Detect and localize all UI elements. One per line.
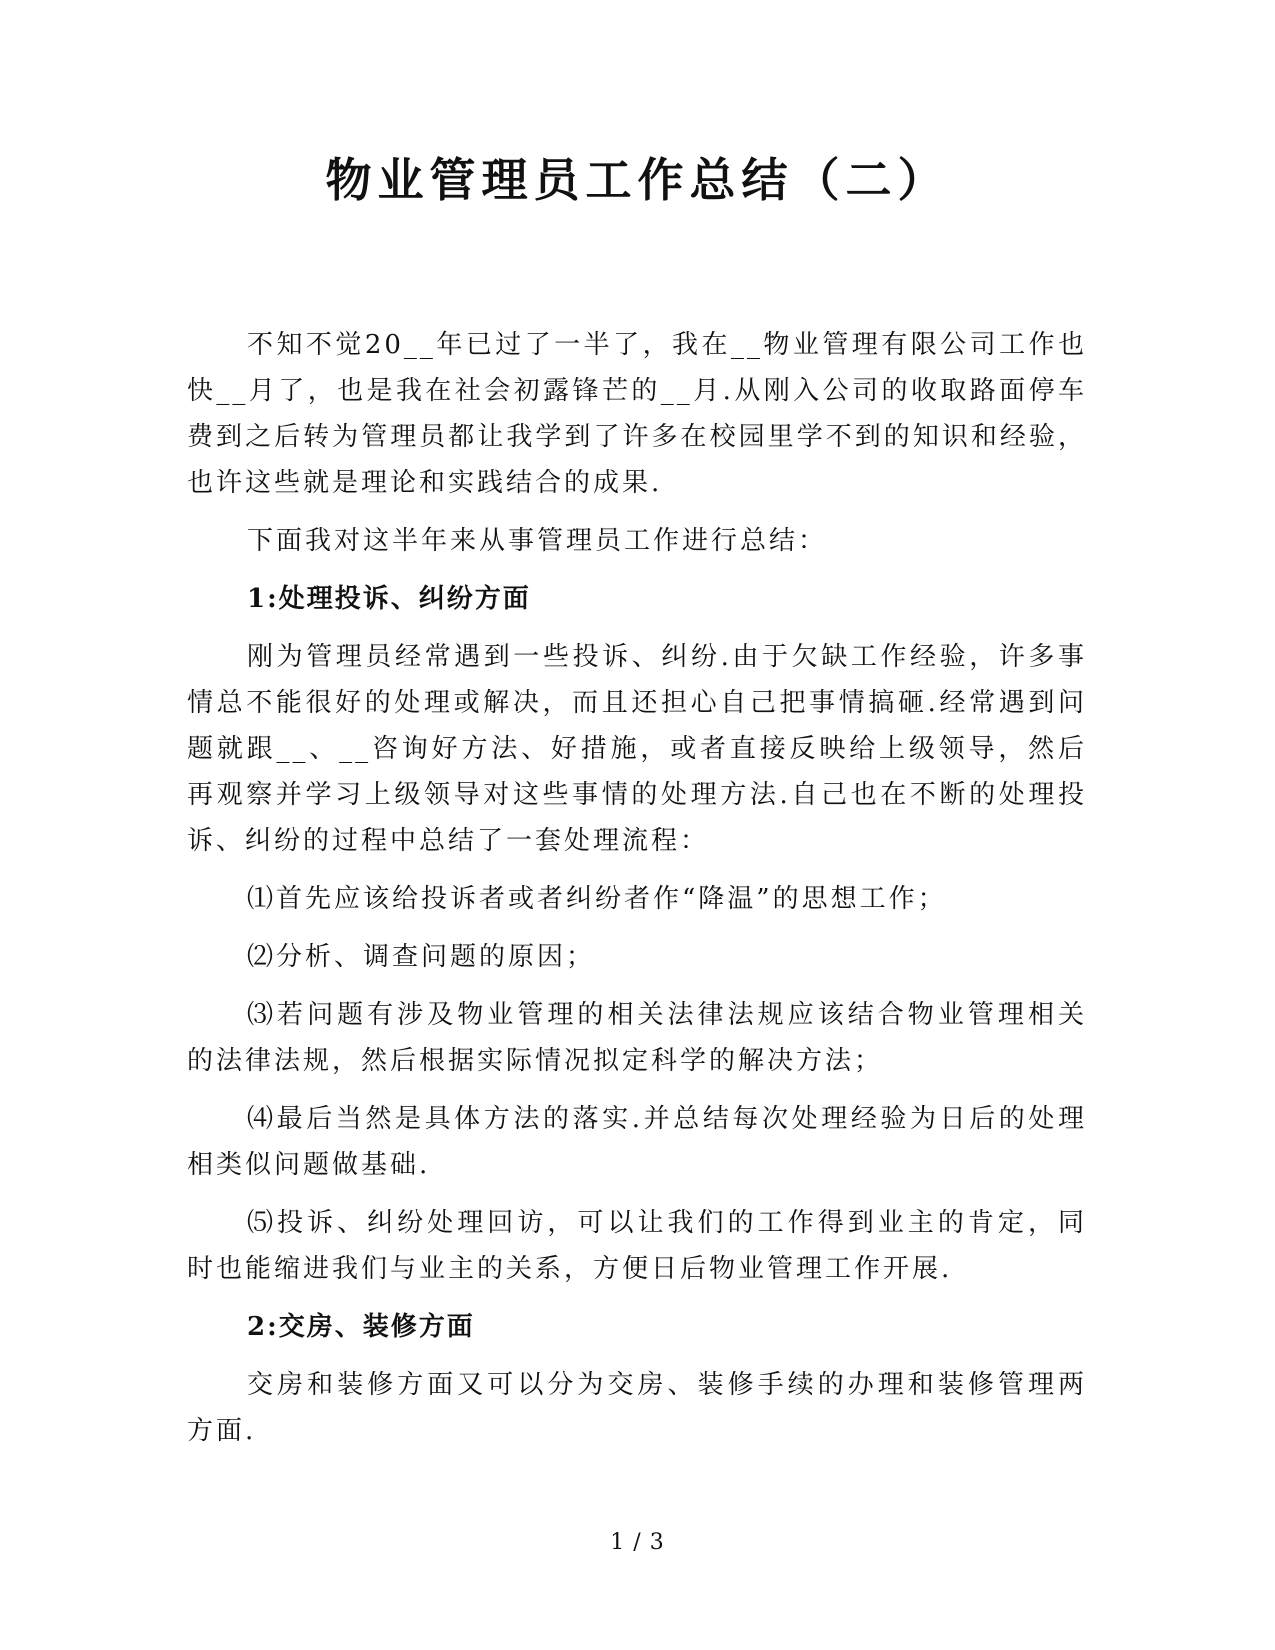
document-body <box>187 322 1087 1454</box>
list-item-step-2: ⑵分析、调查问题的原因； <box>247 942 596 972</box>
list-item-step-5: ⑸投诉、纠纷处理回访，可以让我们的工作得到业主的肯定，同时也能缩进我们与业主的关系，方便日后物业管理工作开展. <box>187 1208 1087 1284</box>
paragraph-intro: 不知不觉20__年已过了一半了，我在__物业管理有限公司工作也快__月了，也是我在社会初露锋芒的__月.从刚入公司的收取路面停车费到之后转为管理员都让我学到了许多在校园里学不到的知识和经验，也许这些就是理论和实践结合的成果. <box>187 330 1087 498</box>
list-item-step-4: ⑷最后当然是具体方法的落实.并总结每次处理经验为日后的处理相类似问题做基础. <box>187 1104 1087 1180</box>
section-heading-handover: 2:交房、装修方面 <box>247 1312 475 1342</box>
page-number: 1 / 3 <box>610 1530 665 1555</box>
list-item-step-1: ⑴首先应该给投诉者或者纠纷者作“降温”的思想工作； <box>247 884 947 914</box>
paragraph-handover: 交房和装修方面又可以分为交房、装修手续的办理和装修管理两方面. <box>187 1370 1087 1446</box>
list-item-step-3: ⑶若问题有涉及物业管理的相关法律法规应该结合物业管理相关的法律法规，然后根据实际情况拟定科学的解决方法； <box>187 1000 1087 1076</box>
section-heading-complaints: 1:处理投诉、纠纷方面 <box>247 584 531 614</box>
paragraph-complaints: 刚为管理员经常遇到一些投诉、纠纷.由于欠缺工作经验，许多事情总不能很好的处理或解决，而且还担心自己把事情搞砸.经常遇到问题就跟__、__咨询好方法、好措施，或者直接反映给上级领导，然后再观察并学习上级领导对这些事情的处理方法.自己也在不断的处理投诉、纠纷的过程中总结了一套处理流程： <box>187 642 1087 856</box>
paragraph-summary-lead: 下面我对这半年来从事管理员工作进行总结： <box>247 526 828 556</box>
page-title: 物业管理员工作总结（二） <box>325 153 950 207</box>
